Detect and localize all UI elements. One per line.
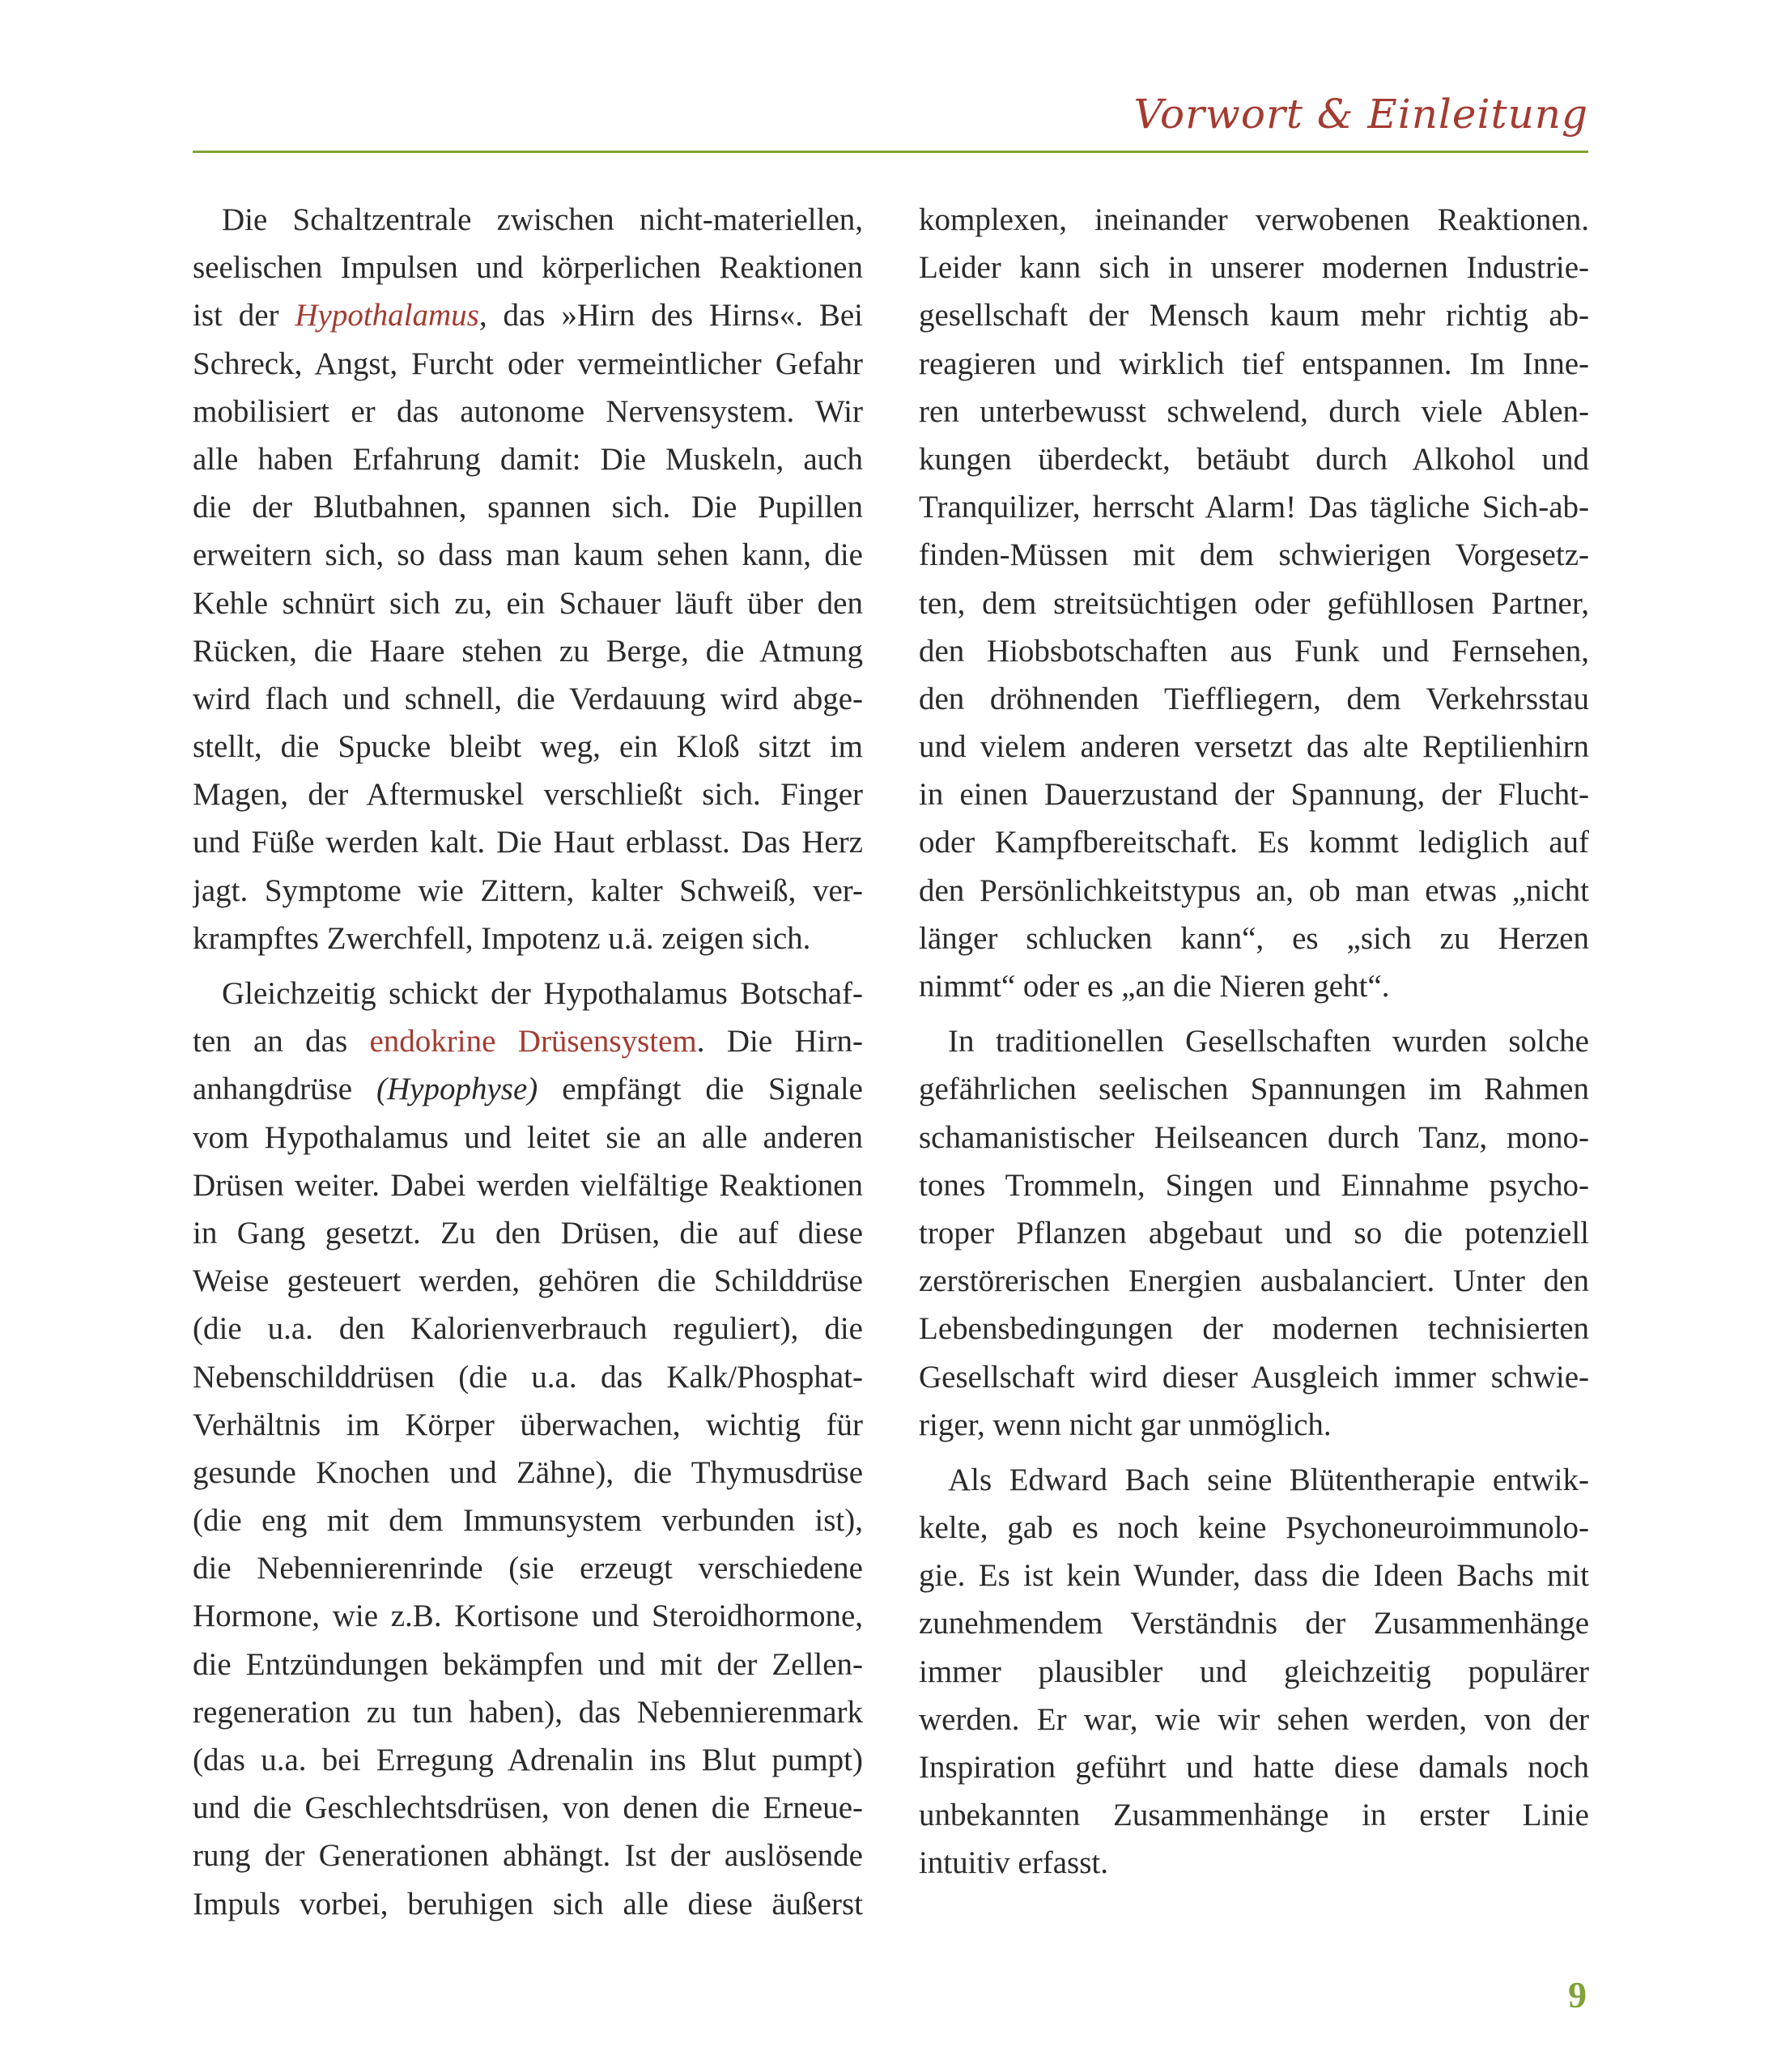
text-line: vom Hypothalamus und leitet sie an alle anderen xyxy=(193,1119,863,1155)
text-line: Hormone, wie z.B. Kortisone und Steroidhormone, xyxy=(193,1599,863,1634)
text-line: immer plausibler und gleichzeitig populärer xyxy=(919,1654,1589,1689)
text-line: tones Trommeln, Singen und Einnahme psycho- xyxy=(919,1167,1589,1203)
text-line: gesunde Knochen und Zähne), die Thymusdrüse xyxy=(193,1454,863,1490)
text-line: krampftes Zwerchfell, Impotenz u.ä. zeigen sich. xyxy=(193,920,811,956)
text-line: und Füße werden kalt. Die Haut erblasst. Das Herz xyxy=(193,825,863,860)
text-line: anhangdrüse (Hypophyse) empfängt die Signale xyxy=(193,1072,863,1107)
text-line: und vielem anderen versetzt das alte Reptilienhirn xyxy=(919,729,1589,765)
text-line: Leider kann sich in unserer modernen Industrie- xyxy=(919,250,1589,286)
text-line: komplexen, ineinander verwobenen Reaktionen. xyxy=(919,202,1589,237)
text-line: Gleichzeitig schickt der Hypothalamus Botschaf- xyxy=(222,976,863,1011)
text-line: die Nebennierenrinde (sie erzeugt verschiedene xyxy=(193,1551,863,1586)
text-line: stellt, die Spucke bleibt weg, ein Kloß sitzt im xyxy=(193,729,863,765)
text-line: intuitiv erfasst. xyxy=(919,1845,1108,1881)
text-line: kungen überdeckt, betäubt durch Alkohol und xyxy=(919,441,1589,477)
text-line: Tranquilizer, herrscht Alarm! Das tägliche Sich-ab- xyxy=(919,490,1589,525)
text-line: Nebenschilddrüsen (die u.a. das Kalk/Phosphat- xyxy=(193,1359,863,1395)
text-line: gefährlichen seelischen Spannungen im Rahmen xyxy=(919,1072,1589,1107)
text-line: die der Blutbahnen, spannen sich. Die Pupillen xyxy=(193,490,863,525)
text-line: (das u.a. bei Erregung Adrenalin ins Blut pumpt) xyxy=(193,1743,863,1777)
right-column xyxy=(919,196,1589,1887)
text-line: zunehmendem Verständnis der Zusammenhänge xyxy=(919,1606,1589,1641)
text-line: unbekannten Zusammenhänge in erster Linie xyxy=(919,1798,1589,1833)
left-column xyxy=(193,196,863,1928)
text-line: in Gang gesetzt. Zu den Drüsen, die auf diese xyxy=(193,1215,863,1250)
text-line: länger schlucken kann“, es „sich zu Herzen xyxy=(919,920,1589,956)
text-line: ren unterbewusst schwelend, durch viele Ablen- xyxy=(919,393,1589,429)
text-line: troper Pflanzen abgebaut und so die potenziell xyxy=(919,1215,1589,1250)
text-line: oder Kampfbereitschaft. Es kommt lediglich auf xyxy=(919,825,1589,860)
text-line: die Entzündungen bekämpfen und mit der Zellen- xyxy=(193,1646,863,1682)
text-line: Rücken, die Haare stehen zu Berge, die Atmung xyxy=(193,633,863,669)
text-line: jagt. Symptome wie Zittern, kalter Schweiß, ver- xyxy=(193,873,863,908)
text-line: In traditionellen Gesellschaften wurden solche xyxy=(948,1024,1589,1059)
text-line: Impuls vorbei, beruhigen sich alle diese äußerst xyxy=(193,1886,863,1921)
text-line: mobilisiert er das autonome Nervensystem. Wir xyxy=(193,393,863,429)
text-line: werden. Er war, wie wir sehen werden, von der xyxy=(919,1701,1589,1737)
text-line: (die eng mit dem Immunsystem verbunden ist), xyxy=(193,1503,863,1539)
section-title: Vorwort & Einleitung xyxy=(1133,91,1588,138)
text-line: Verhältnis im Körper überwachen, wichtig für xyxy=(193,1407,863,1442)
text-line: Magen, der Aftermuskel verschließt sich. Finger xyxy=(193,777,863,813)
text-line: Schreck, Angst, Furcht oder vermeintlicher Gefahr xyxy=(193,346,863,381)
text-line: den Hiobsbotschaften aus Funk und Fernsehen, xyxy=(919,633,1589,669)
text-line: (die u.a. den Kalorienverbrauch reguliert), die xyxy=(193,1311,863,1347)
text-line: nimmt“ oder es „an die Nieren geht“. xyxy=(919,969,1390,1004)
text-line: den Persönlichkeitstypus an, ob man etwas „nicht xyxy=(919,873,1589,908)
text-line: Als Edward Bach seine Blütentherapie entwik- xyxy=(948,1462,1589,1497)
text-line: gie. Es ist kein Wunder, dass die Ideen Bachs mit xyxy=(919,1558,1589,1594)
text-line: Kehle schnürt sich zu, ein Schauer läuft über den xyxy=(193,585,863,621)
text-line: ten, dem streitsüchtigen oder gefühllosen Partner, xyxy=(919,585,1589,621)
text-line: Weise gesteuert werden, gehören die Schilddrüse xyxy=(193,1263,863,1299)
text-line: riger, wenn nicht gar unmöglich. xyxy=(919,1407,1332,1442)
text-line: seelischen Impulsen und körperlichen Reaktionen xyxy=(193,250,863,286)
page-number: 9 xyxy=(1568,1974,1587,2015)
term-hypophyse: (Hypophyse) xyxy=(376,1072,538,1107)
text-line: Die Schaltzentrale zwischen nicht-materiellen, xyxy=(222,202,863,237)
text-line: Drüsen weiter. Dabei werden vielfältige Reaktionen xyxy=(193,1167,863,1203)
text-line: gesellschaft der Mensch kaum mehr richtig ab- xyxy=(919,298,1589,333)
text-line: Gesellschaft wird dieser Ausgleich immer schwie- xyxy=(919,1359,1589,1395)
header-divider xyxy=(193,151,1588,153)
text-line: ten an das endokrine Drüsensystem. Die Hirn- xyxy=(193,1024,863,1059)
text-line: regeneration zu tun haben), das Nebennierenmark xyxy=(193,1694,863,1730)
text-line: zerstörerischen Energien ausbalanciert. Unter den xyxy=(919,1263,1589,1299)
text-line: schamanistischer Heilseancen durch Tanz, mono- xyxy=(919,1119,1589,1155)
text-line: in einen Dauerzustand der Spannung, der Flucht- xyxy=(919,777,1589,813)
text-line: ist der Hypothalamus, das »Hirn des Hirns«. Bei xyxy=(193,298,863,333)
term-hypothalamus: Hypothalamus xyxy=(295,298,479,333)
text-line: rung der Generationen abhängt. Ist der auslösende xyxy=(193,1838,863,1874)
text-line: Lebensbedingungen der modernen technisierten xyxy=(919,1311,1589,1347)
term-endokrine-druesensystem: endokrine Drüsensystem xyxy=(369,1024,697,1059)
text-line: wird flach und schnell, die Verdauung wird abge- xyxy=(193,681,863,716)
text-line: kelte, gab es noch keine Psychoneuroimmunolo- xyxy=(919,1510,1589,1546)
text-line: erweitern sich, so dass man kaum sehen kann, die xyxy=(193,537,863,573)
text-line: Inspiration geführt und hatte diese damals noch xyxy=(919,1750,1589,1785)
text-line: den dröhnenden Tieffliegern, dem Verkehrsstau xyxy=(919,681,1589,716)
text-line: alle haben Erfahrung damit: Die Muskeln, auch xyxy=(193,441,863,477)
text-line: finden-Müssen mit dem schwierigen Vorgesetz- xyxy=(919,537,1589,573)
text-line: reagieren und wirklich tief entspannen. Im Inne- xyxy=(919,346,1589,381)
text-line: und die Geschlechtsdrüsen, von denen die Erneue- xyxy=(193,1790,863,1826)
